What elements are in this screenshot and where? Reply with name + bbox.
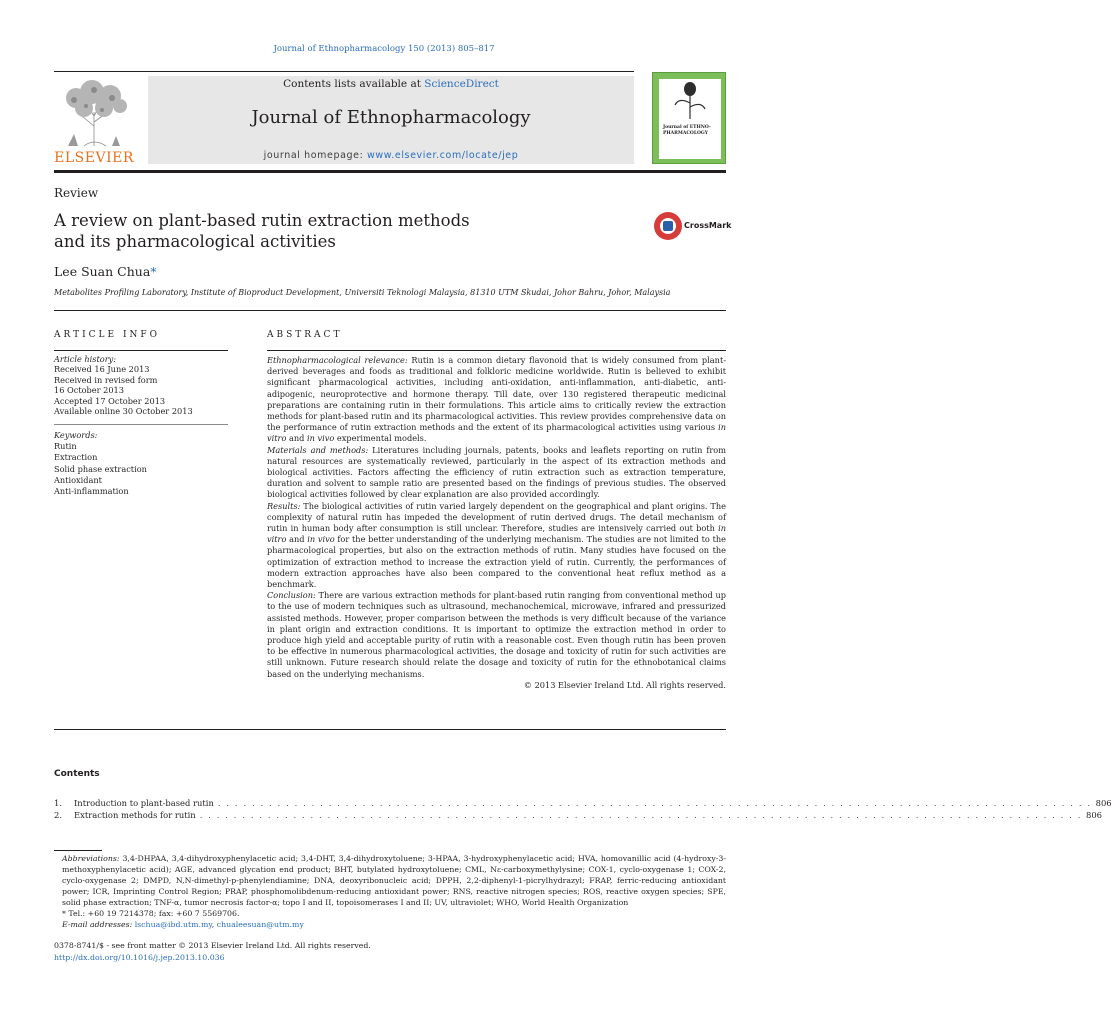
relevance-tail: experimental models. bbox=[334, 433, 427, 444]
masthead-rule-top bbox=[54, 71, 634, 72]
cover-title: Journal of ETHNO-PHARMACOLOGY bbox=[663, 125, 711, 136]
crossmark-button[interactable] bbox=[654, 212, 734, 242]
toc-number: 2. bbox=[54, 810, 62, 820]
abstract-heading: ABSTRACT bbox=[267, 330, 343, 340]
email-link-2[interactable]: chualeesuan@utm.my bbox=[216, 920, 304, 929]
article-title bbox=[54, 210, 614, 252]
keyword: Extraction bbox=[54, 452, 98, 463]
email-separator: , bbox=[211, 920, 217, 929]
homepage-label: journal homepage: bbox=[263, 150, 368, 161]
elsevier-logo bbox=[54, 76, 134, 164]
running-header[interactable]: Journal of Ethnopharmacology 150 (2013) 805–817 bbox=[273, 44, 495, 54]
cover-inner bbox=[659, 79, 721, 159]
journal-title: Journal of Ethnopharmacology bbox=[251, 107, 531, 128]
results-in-vivo: in vivo bbox=[307, 534, 335, 545]
keywords-rule bbox=[54, 424, 228, 425]
article-title-line-2: and its pharmacological activities bbox=[54, 232, 336, 251]
abstract-copyright: © 2013 Elsevier Ireland Ltd. All rights reserved. bbox=[523, 679, 726, 690]
results-label: Results: bbox=[267, 500, 301, 511]
crossmark-label: CrossMark bbox=[684, 221, 732, 230]
abbreviations-text: 3,4-DHPAA, 3,4-dihydroxyphenylacetic acid; 3,4-DHT, 3,4-dihydroxytoluene; 3-HPAA, 3-hydroxyphenylacetic acid; HVA, homovanillic acid (4-hydroxy-3-methoxyphenylacetic acid); AGE, advanced glycation end product; BHT, butylated hydroxytoluene; CML, Nε-carboxymethylysine; COX-1, cyclo-oxygenase 1; COX-2, cyclo-oxygenase 2; DMPD, N,N-dimethyl-p-phenylendiamine; DNA, deoxyribonucleic acid; DPPH, 2,2-diphenyl-1-picrylhydrazyl; FRAP, ferric-reducing antioxidant power; ICR, Imprinting Control Region; PRAP, phosphomolibdenum-reducing antioxidant power; RNS, reactive nitrogen species; ROS, reactive oxygen species; SPE, solid phase extraction; TNF-α, tumor necrosis factor-α; topo I and II, topoisomerases I and II; UV, ultraviolet; WHO, World Health Organization bbox=[62, 854, 726, 907]
toc-title[interactable]: Introduction to plant-based rutin bbox=[74, 798, 214, 808]
history-entry: Received in revised form bbox=[54, 374, 158, 385]
toc-item[interactable] bbox=[54, 798, 1112, 808]
tel-footnote: * Tel.: +60 19 7214378; fax: +60 7 5569706. bbox=[62, 909, 240, 918]
abstract-relevance bbox=[267, 355, 726, 445]
elsevier-tree-icon bbox=[54, 76, 134, 152]
contents-line bbox=[148, 78, 634, 90]
contents-heading: Contents bbox=[54, 769, 100, 779]
publisher-name: ELSEVIER bbox=[54, 150, 134, 166]
abbreviations-footnote bbox=[54, 853, 726, 908]
abstract-methods bbox=[267, 445, 726, 501]
crossmark-icon-mark bbox=[663, 221, 673, 231]
toc-number: 1. bbox=[54, 798, 62, 808]
article-title-line-1: A review on plant-based rutin extraction methods bbox=[54, 211, 470, 230]
article-info-heading: ARTICLE INFO bbox=[54, 330, 161, 340]
toc-leader: . . . . . . . . . . . . . . . . . . . . . . . . . . . . . . . . . . . . . . . . . . . . . . . . . . . . . . . . . . . . . . . . . . . . . . . . . . . . . . . . . . . . . . . . . . . . . . . . . . . . . . . bbox=[217, 798, 1092, 808]
toc-leader: . . . . . . . . . . . . . . . . . . . . . . . . . . . . . . . . . . . . . . . . . . . . . . . . . . . . . . . . . . . . . . . . . . . . . . . . . . . . . . . . . . . . . . . . . . . . . . . . . . . . . . . . bbox=[199, 810, 1082, 820]
keyword: Rutin bbox=[54, 441, 77, 452]
abstract-bottom-rule bbox=[54, 729, 726, 730]
history-entry: Accepted 17 October 2013 bbox=[54, 395, 166, 406]
footnote-rule bbox=[54, 850, 102, 851]
cover-plant-icon bbox=[659, 79, 721, 123]
author-name: Lee Suan Chua bbox=[54, 264, 151, 279]
history-entry: 16 October 2013 bbox=[54, 385, 124, 396]
toc-title[interactable]: Extraction methods for rutin bbox=[74, 810, 196, 820]
keyword: Antioxidant bbox=[54, 474, 102, 485]
article-info-rule bbox=[54, 350, 228, 351]
relevance-in-vivo: in vivo bbox=[307, 433, 335, 444]
masthead-rule-bottom bbox=[54, 170, 726, 173]
results-and: and bbox=[286, 534, 308, 545]
history-entry: Available online 30 October 2013 bbox=[54, 406, 193, 417]
methods-label: Materials and methods: bbox=[267, 444, 369, 455]
keyword: Solid phase extraction bbox=[54, 463, 147, 474]
relevance-and: and bbox=[286, 433, 307, 444]
footnotes bbox=[54, 853, 726, 930]
doi-link[interactable]: http://dx.doi.org/10.1016/j.jep.2013.10.036 bbox=[54, 953, 225, 962]
author-footnote-link[interactable]: * bbox=[150, 264, 157, 279]
email-link-1[interactable]: lschua@ibd.utm.my bbox=[134, 920, 212, 929]
keyword: Anti-inflammation bbox=[54, 486, 129, 497]
affiliation: Metabolites Profiling Laboratory, Institute of Bioproduct Development, Universiti Teknologi Malaysia, 81310 UTM Skudai, Johor Bahru, Johor, Malaysia bbox=[54, 288, 671, 297]
header-rule bbox=[54, 310, 726, 311]
homepage-link[interactable]: www.elsevier.com/locate/jep bbox=[367, 150, 519, 161]
article-type: Review bbox=[54, 186, 99, 200]
abstract-conclusion bbox=[267, 590, 726, 680]
journal-cover-image bbox=[652, 72, 726, 164]
article-history bbox=[54, 354, 228, 416]
toc-page: 806 bbox=[1085, 810, 1102, 820]
history-entry: Received 16 June 2013 bbox=[54, 364, 150, 375]
email-label: E-mail addresses: bbox=[62, 920, 133, 929]
issn-line: 0378-8741/$ - see front matter © 2013 Elsevier Ireland Ltd. All rights reserved. bbox=[54, 941, 371, 950]
results-text-1: The biological activities of rutin varied largely dependent on the geographical and plant origins. The complexity of natural rutin has impeded the development of rutin derived drugs. The detail mechanism of rutin in human body after consumption is still unclear. Therefore, studies are intensively carried out both bbox=[267, 500, 726, 534]
results-in-vitro: in vitro bbox=[267, 523, 726, 545]
abstract-rule bbox=[267, 350, 726, 351]
abbreviations-label: Abbreviations: bbox=[62, 854, 120, 863]
toc-page: 806 bbox=[1095, 798, 1112, 808]
conclusion-text: There are various extraction methods for plant-based rutin ranging from conventional method up to the use of modern techniques such as ultrasound, mechanochemical, microwave, infrared and pressurized assisted methods. However, proper comparison between the methods is very difficult because of the variance in plant origin and extraction conditions. It is important to optimize the extraction method in order to produce high yield and acceptable purity of rutin with a reasonable cost. Even though rutin has been proven to be effective in numerous pharmacological activities, the dosage and toxicity of rutin for such activities are still unknown. Future research should relate the dosage and toxicity of rutin for the ethnobotanical claims based on the underlying mechanisms. bbox=[267, 590, 726, 679]
abstract-body bbox=[267, 355, 726, 691]
relevance-text: Rutin is a common dietary flavonoid that is widely consumed from plant-derived beverages and foods as traditional and folkloric medicine worldwide. Rutin is believed to exhibit significant pharmacological activities, including anti-oxidation, anti-inflammation, anti-diabetic, anti-adipogenic, neuroprotective and hormone therapy. Till date, over 130 registered therapeutic medicinal preparations are containing rutin in their formulations. This article aims to critically review the extraction methods for plant-based rutin and its pharmacological activities. This review provides comprehensive data on the performance of rutin extraction methods and the extent of its pharmacological activities using various bbox=[267, 355, 727, 433]
keywords bbox=[54, 430, 228, 497]
author bbox=[54, 264, 157, 279]
sciencedirect-link[interactable]: ScienceDirect bbox=[424, 78, 499, 90]
conclusion-label: Conclusion: bbox=[267, 590, 316, 601]
keywords-label: Keywords: bbox=[54, 430, 98, 440]
results-text-2: for the better understanding of the underlying mechanism. The studies are not limited to the pharmacological properties, but also on the extraction methods of rutin. Many studies have focused on the optimization of extraction method to increase the extraction yield of rutin. Currently, the performances of modern extraction approaches have also been compared to the conventional heat reflux method as a benchmark. bbox=[267, 534, 726, 590]
abstract-results bbox=[267, 501, 726, 591]
toc-item[interactable] bbox=[54, 810, 1102, 820]
history-label: Article history: bbox=[54, 354, 116, 364]
relevance-label: Ethnopharmacological relevance: bbox=[267, 355, 408, 365]
methods-text: Literatures including journals, patents, books and leaflets reporting on rutin from natural resources are systematically reviewed, particularly in the aspect of its extraction methods and biological activities. Factors affecting the efficiency of rutin extraction such as extraction temperature, duration and solvent to sample ratio are presented based on the findings of previous studies. The observed biological activities followed by clear explanation are also provided accordingly. bbox=[267, 444, 726, 500]
homepage-line bbox=[148, 150, 634, 161]
email-footnote bbox=[54, 919, 726, 930]
contents-prefix: Contents lists available at bbox=[283, 78, 425, 90]
relevance-in-vitro: in vitro bbox=[267, 422, 727, 444]
